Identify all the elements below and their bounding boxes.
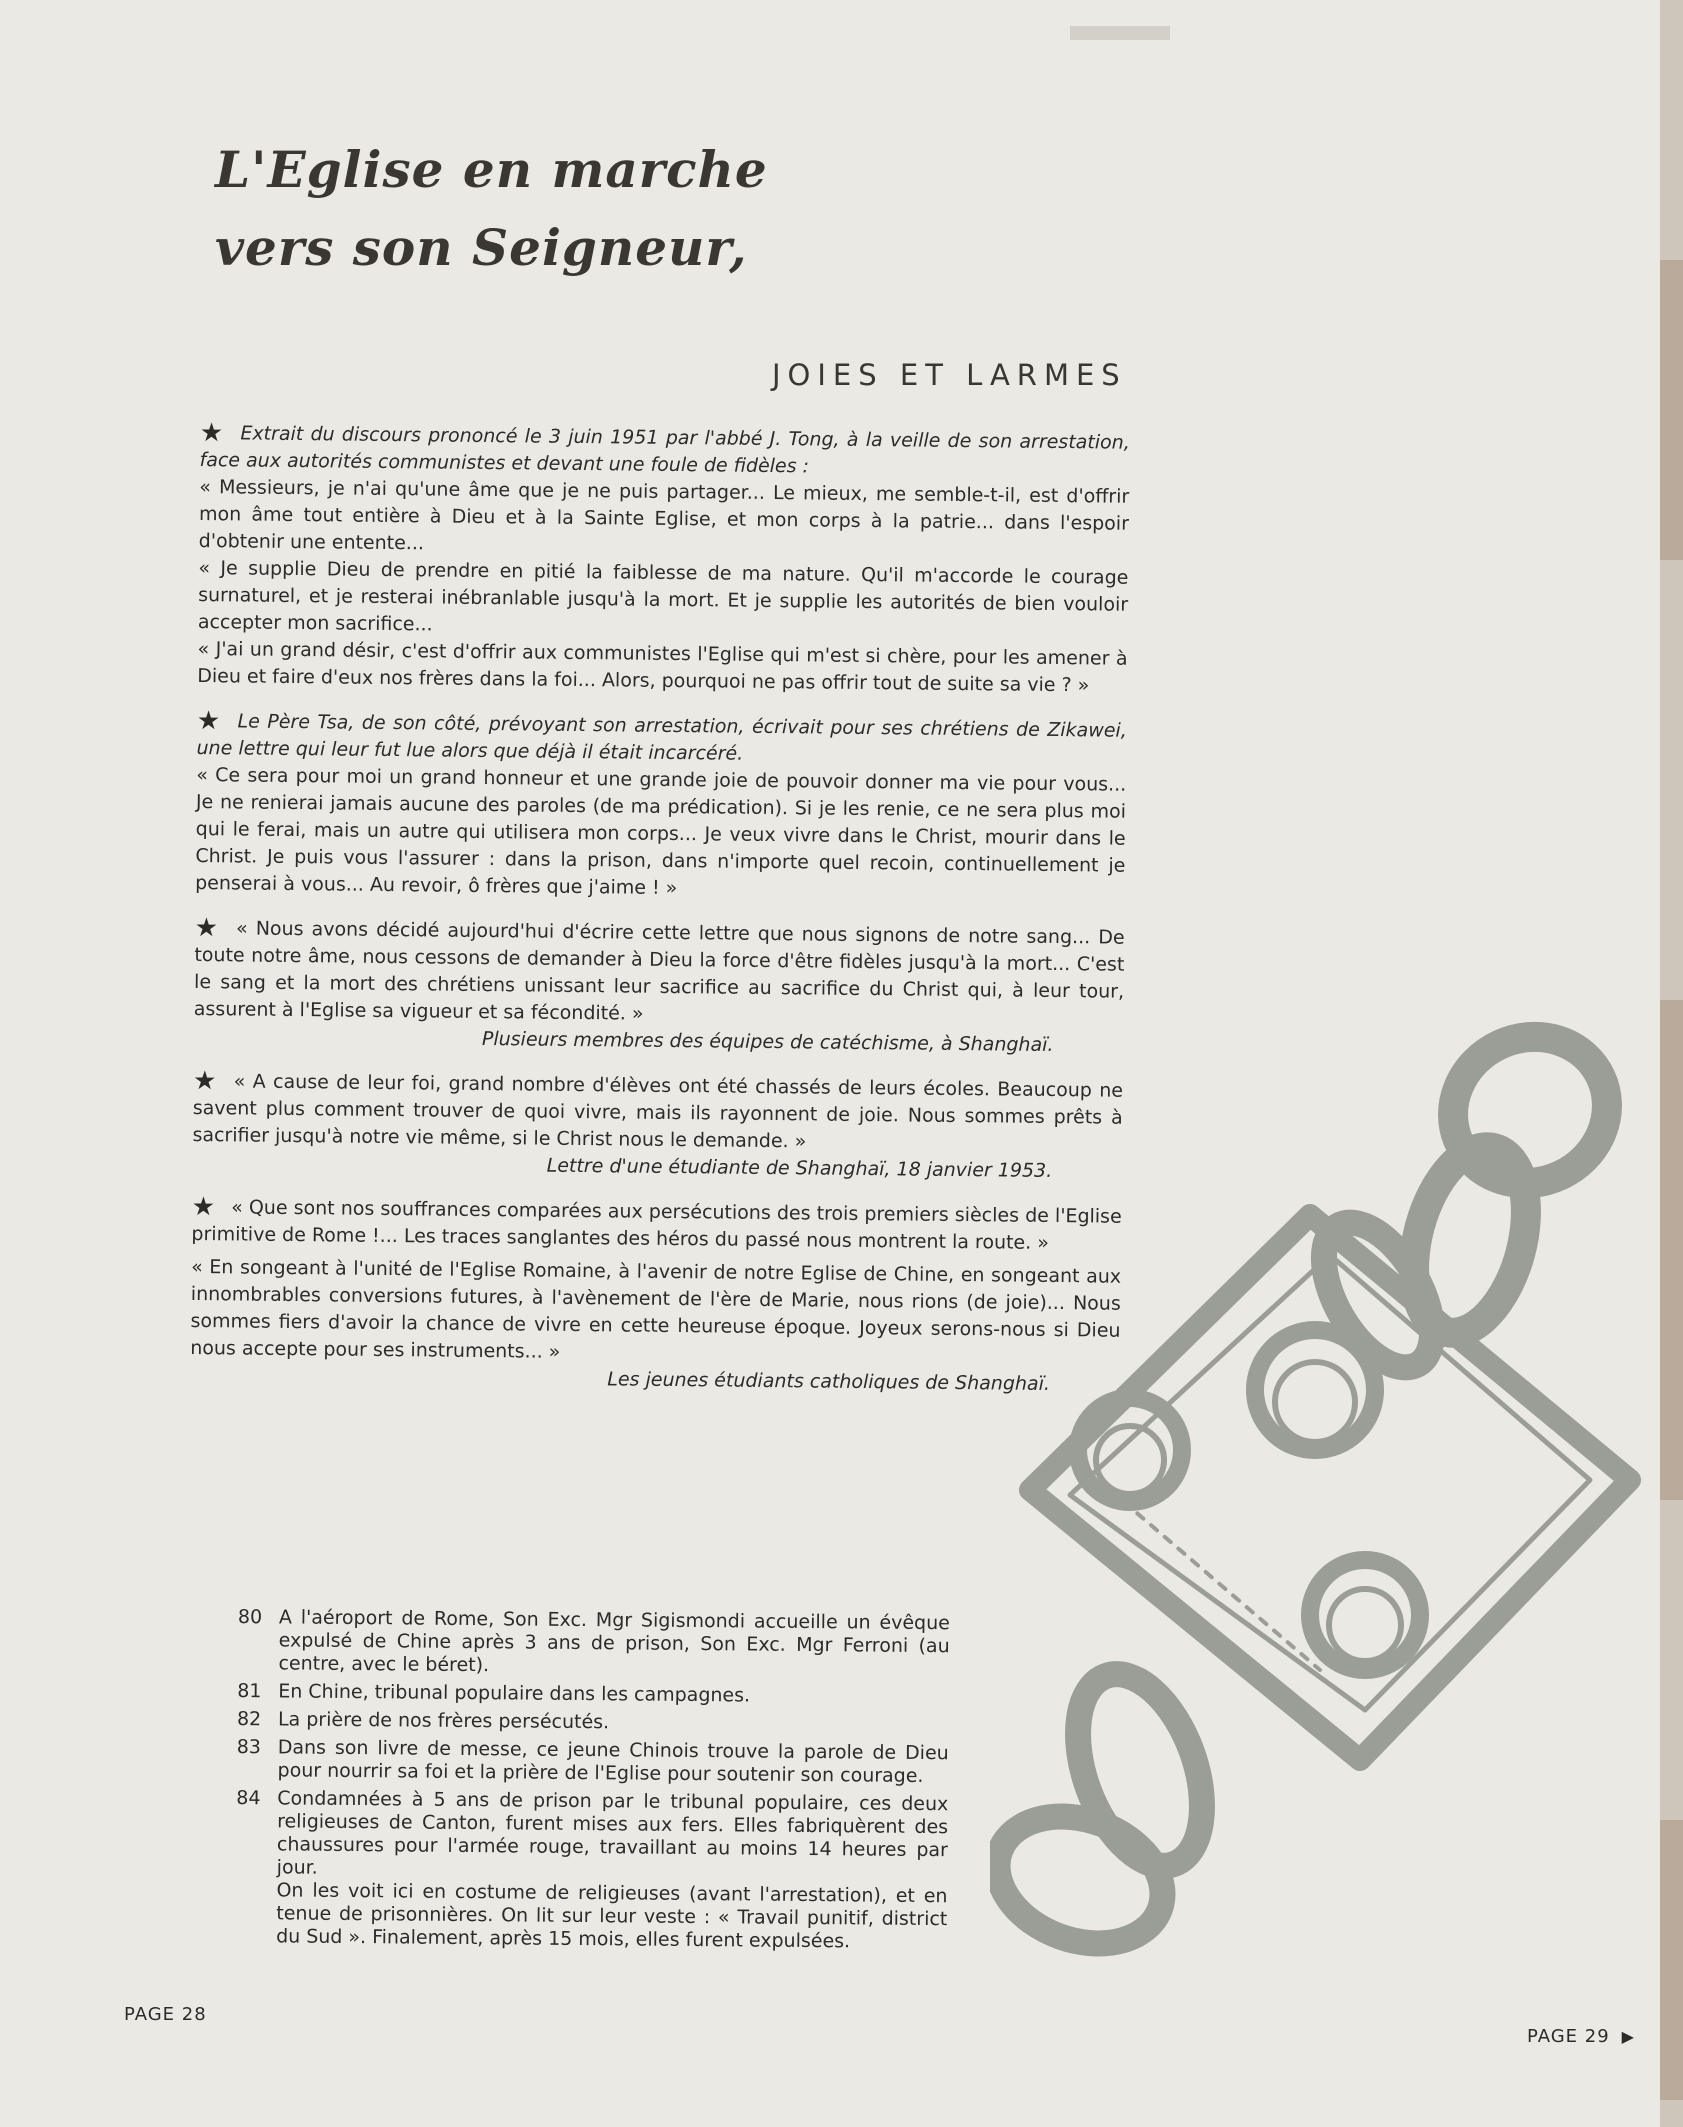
section-catechisme bbox=[193, 912, 1125, 1060]
section-intro: Extrait du discours prononcé le 3 juin 1951 par l'abbé J. Tong, à la veille de son arrestation, face aux autorités communistes et devant une foule de fidèles : bbox=[199, 422, 1130, 478]
caption-text: A l'aéroport de Rome, Son Exc. Mgr Sigismondi accueille un évêque expulsé de Chine après 3 ans de prison, Son Exc. Mgr Ferroni (au centre, avec le béret). bbox=[278, 1606, 950, 1677]
star-icon: ★ bbox=[196, 705, 222, 737]
caption-item bbox=[237, 1708, 949, 1737]
caption-number: 83 bbox=[236, 1735, 262, 1759]
section-etudiante bbox=[192, 1065, 1124, 1186]
section-tong bbox=[197, 420, 1130, 700]
page-number-left: PAGE 28 bbox=[124, 2004, 207, 2025]
caption-number: 84 bbox=[236, 1786, 261, 1810]
caption-text: Dans son livre de messe, ce jeune Chinois trouve la parole de Dieu pour nourrir sa foi et la prière de l'Eglise pour soutenir son courage. bbox=[277, 1736, 949, 1787]
caption-item bbox=[237, 1606, 950, 1681]
caption-text: La prière de nos frères persécutés. bbox=[277, 1708, 610, 1734]
star-icon: ★ bbox=[194, 912, 221, 944]
signature: Plusieurs membres des équipes de catéchisme, à Shanghaï. bbox=[481, 1027, 1054, 1056]
signature: Lettre d'une étudiante de Shanghaï, 18 janvier 1953. bbox=[546, 1154, 1053, 1182]
quote-paragraph: « Messieurs, je n'ai qu'une âme que je ne puis partager... Le mieux, me semble-t-il, est d'offrir mon âme tout entière à Dieu et à la Sainte Eglise, et mon corps à la patrie... dans l'espoir d'obtenir une entente... bbox=[198, 475, 1130, 555]
page-number-right-label: PAGE 29 bbox=[1527, 2026, 1610, 2047]
star-icon: ★ bbox=[199, 418, 225, 449]
caption-item bbox=[235, 1787, 948, 1954]
triangle-right-icon: ▶ bbox=[1621, 2027, 1635, 2046]
signature: Les jeunes étudiants catholiques de Shanghaï. bbox=[607, 1368, 1051, 1395]
article-body bbox=[190, 420, 1130, 1417]
page-number-right bbox=[1527, 2026, 1635, 2047]
caption-item bbox=[237, 1680, 949, 1709]
caption-item bbox=[236, 1736, 948, 1788]
caption-number: 80 bbox=[237, 1606, 263, 1629]
caption-number: 81 bbox=[237, 1679, 262, 1703]
star-icon: ★ bbox=[191, 1191, 216, 1223]
quote-paragraph: « Nous avons décidé aujourd'hui d'écrire cette lettre que nous signons de notre sang... De toute notre âme, nous cessons de demander à Dieu la force d'être fidèles jusqu'à la mort... C'est le sang et la mort des chrétiens unissant leur sacrifice au sacrifice du Christ qui, à leur tour, assurent à l'Eglise sa vigueur et sa fécondité. » bbox=[193, 917, 1125, 1025]
title-line-2: vers son Seigneur, bbox=[215, 218, 748, 277]
quote-paragraph: « Ce sera pour moi un grand honneur et une grande joie de pouvoir donner ma vie pour vous... Je ne renierai jamais aucune des paroles (de ma prédication). Si je les renie, ce ne sera plus moi qui le ferai, mais un autre qui utilisera mon corps... Je veux vivre dans le Christ, mourir dans le Christ. Je puis vous l'assurer : dans la prison, dans n'importe quel recoin, continuellement je penserai à vous... Au revoir, ô frères que j'aime ! » bbox=[195, 763, 1127, 900]
section-intro: Le Père Tsa, de son côté, prévoyant son arrestation, écrivait pour ses chrétiens de Zikawei, une lettre qui leur fut lue alors que déjà il était incarcéré. bbox=[196, 710, 1127, 765]
caption-number: 82 bbox=[236, 1707, 262, 1731]
caption-text: On les voit ici en costume de religieuses (avant l'arrestation), et en tenue de prisonnières. On lit sur leur veste : « Travail punitif, district du Sud ». Finalement, après 15 mois, elles furent expulsées. bbox=[276, 1879, 948, 1953]
caption-text: Condamnées à 5 ans de prison par le tribunal populaire, ces deux religieuses de Canton, furent mises aux fers. Elles fabriquèrent des chaussures pour l'armée rouge, travaillant au moins 14 heures par jour. bbox=[276, 1787, 949, 1879]
quote-paragraph: « A cause de leur foi, grand nombre d'élèves ont été chassés de leurs écoles. Beaucoup ne savent plus comment trouver de quoi vivre, mais ils rayonnent de joie. Nous sommes prêts à sacrifier jusqu'à notre vie même, si le Christ nous le demande. » bbox=[192, 1070, 1124, 1153]
quote-paragraph: « Je supplie Dieu de prendre en pitié la faiblesse de ma nature. Qu'il m'accorde le courage surnaturel, et je resterai inébranlable jusqu'à la mort. Et je supplie les autorités de bien vouloir accepter mon sacrifice... bbox=[197, 556, 1129, 636]
photo-captions bbox=[235, 1606, 950, 1959]
quote-paragraph: « Que sont nos souffrances comparées aux persécutions des trois premiers siècles de l'Eglise primitive de Rome !... Les traces sanglantes des héros du passé nous montrent la route. » bbox=[191, 1196, 1122, 1254]
caption-text: En Chine, tribunal populaire dans les campagnes. bbox=[278, 1680, 751, 1707]
faded-stamp bbox=[1070, 26, 1170, 40]
quote-paragraph: « J'ai un grand désir, c'est d'offrir aux communistes l'Eglise qui m'est si chère, pour les amener à Dieu et faire d'eux nos frères dans la foi... Alors, pourquoi ne pas offrir tout de suite sa vie ? » bbox=[197, 637, 1128, 697]
section-etudiants bbox=[190, 1191, 1122, 1399]
quote-paragraph: « En songeant à l'unité de l'Eglise Romaine, à l'avenir de notre Eglise de Chine, en songeant aux innombrables conversions futures, à l'avènement de l'ère de Marie, nous rions (de joie)... Nous sommes fiers d'avoir la chance de vivre en cette heureuse époque. Joyeux serons-nous si Dieu nous accepte pour ses instruments... » bbox=[190, 1255, 1122, 1363]
subtitle: JOIES ET LARMES bbox=[772, 358, 1127, 392]
title-line-1: L'Eglise en marche bbox=[215, 140, 768, 199]
section-tsa bbox=[195, 705, 1127, 907]
star-icon: ★ bbox=[192, 1065, 218, 1097]
